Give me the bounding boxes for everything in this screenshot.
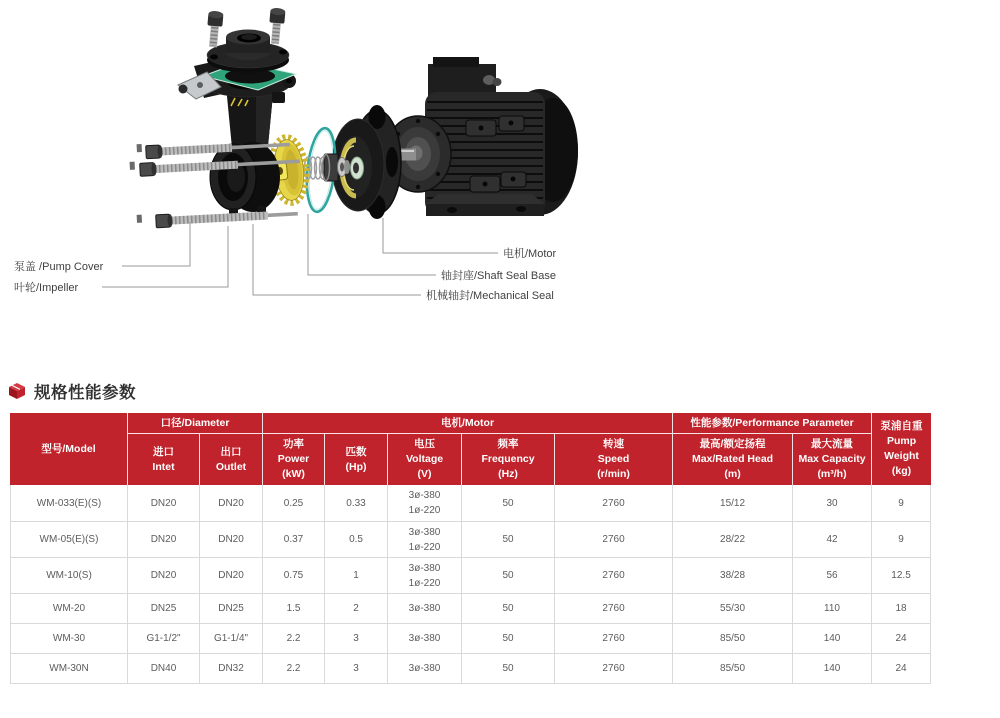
cell-inlet: DN20: [128, 558, 200, 594]
table-row: [10, 485, 931, 522]
cell-voltage: 3ø-380: [388, 624, 462, 654]
header-diameter-group: 口径/Diameter: [128, 413, 263, 434]
cell-head: 85/50: [673, 654, 793, 684]
header-motor-group: 电机/Motor: [263, 413, 673, 434]
label-mechanical-seal: 机械轴封/Mechanical Seal: [426, 290, 554, 302]
cell-power: 1.5: [263, 594, 325, 624]
label-motor: 电机/Motor: [503, 248, 557, 260]
cell-voltage: 3ø-380 1ø-220: [388, 485, 462, 522]
leader-impeller: [102, 226, 228, 287]
cell-outlet: G1-1/4": [200, 624, 263, 654]
spec-table: [10, 413, 931, 684]
cell-capacity: 140: [793, 654, 872, 684]
cell-voltage: 3ø-380 1ø-220: [388, 558, 462, 594]
cell-head: 55/30: [673, 594, 793, 624]
section-title: 规格性能参数: [34, 384, 136, 402]
cell-hp: 3: [325, 654, 388, 684]
cell-capacity: 56: [793, 558, 872, 594]
cell-capacity: 110: [793, 594, 872, 624]
header-voltage: 电压 Voltage (V): [388, 434, 462, 485]
label-impeller: 叶轮/Impeller: [14, 282, 79, 294]
header-hp: 匹数 (Hp): [325, 434, 388, 485]
cell-power: 0.25: [263, 485, 325, 522]
leader-motor: [383, 218, 498, 253]
cell-capacity: 30: [793, 485, 872, 522]
cell-model: WM-033(E)(S): [10, 485, 128, 522]
cell-speed: 2760: [555, 485, 673, 522]
cell-speed: 2760: [555, 594, 673, 624]
cell-frequency: 50: [462, 485, 555, 522]
cell-weight: 24: [872, 624, 931, 654]
cell-head: 85/50: [673, 624, 793, 654]
cell-inlet: DN20: [128, 485, 200, 522]
cell-model: WM-30N: [10, 654, 128, 684]
cell-speed: 2760: [555, 558, 673, 594]
cell-power: 2.2: [263, 654, 325, 684]
cell-head: 38/28: [673, 558, 793, 594]
cell-power: 0.75: [263, 558, 325, 594]
cell-capacity: 42: [793, 522, 872, 558]
cell-frequency: 50: [462, 624, 555, 654]
cell-weight: 24: [872, 654, 931, 684]
cell-power: 0.37: [263, 522, 325, 558]
cell-frequency: 50: [462, 558, 555, 594]
cell-outlet: DN32: [200, 654, 263, 684]
section-header: [8, 379, 136, 403]
cell-model: WM-10(S): [10, 558, 128, 594]
cell-inlet: DN20: [128, 522, 200, 558]
cell-weight: 9: [872, 485, 931, 522]
cell-outlet: DN20: [200, 558, 263, 594]
cell-hp: 1: [325, 558, 388, 594]
cell-weight: 12.5: [872, 558, 931, 594]
header-outlet: 出口 Outlet: [200, 434, 263, 485]
cell-model: WM-05(E)(S): [10, 522, 128, 558]
leader-pump-cover: [122, 222, 190, 266]
table-row: [10, 654, 931, 684]
cell-capacity: 140: [793, 624, 872, 654]
cell-frequency: 50: [462, 522, 555, 558]
cell-hp: 3: [325, 624, 388, 654]
header-power: 功率 Power (kW): [263, 434, 325, 485]
table-row: [10, 594, 931, 624]
pump-exploded-diagram: [0, 0, 1000, 330]
header-model: 型号/Model: [10, 413, 128, 485]
cell-inlet: G1-1/2": [128, 624, 200, 654]
leader-shaft-seal-base: [308, 214, 436, 275]
cell-head: 15/12: [673, 485, 793, 522]
cell-model: WM-20: [10, 594, 128, 624]
header-speed: 转速 Speed (r/min): [555, 434, 673, 485]
cell-head: 28/22: [673, 522, 793, 558]
header-pump-weight: 泵浦自重 Pump Weight (kg): [872, 413, 931, 485]
header-performance-group: 性能参数/Performance Parameter: [673, 413, 872, 434]
label-shaft-seal-base: 轴封座/Shaft Seal Base: [441, 270, 556, 282]
header-inlet: 进口 Intet: [128, 434, 200, 485]
cell-inlet: DN25: [128, 594, 200, 624]
cell-speed: 2760: [555, 522, 673, 558]
table-row: [10, 624, 931, 654]
label-pump-cover: 泵盖 /Pump Cover: [14, 261, 104, 273]
cell-power: 2.2: [263, 624, 325, 654]
cell-voltage: 3ø-380: [388, 594, 462, 624]
cell-frequency: 50: [462, 594, 555, 624]
table-row: [10, 558, 931, 594]
cell-inlet: DN40: [128, 654, 200, 684]
cell-voltage: 3ø-380 1ø-220: [388, 522, 462, 558]
cube-icon: [8, 382, 26, 400]
cell-speed: 2760: [555, 654, 673, 684]
cell-weight: 9: [872, 522, 931, 558]
cell-hp: 0.5: [325, 522, 388, 558]
cell-weight: 18: [872, 594, 931, 624]
header-group-row: [10, 413, 931, 434]
cell-voltage: 3ø-380: [388, 654, 462, 684]
header-capacity: 最大流量 Max Capacity (m³/h): [793, 434, 872, 485]
header-sub-row: [10, 434, 931, 485]
header-head: 最高/额定扬程 Max/Rated Head (m): [673, 434, 793, 485]
cell-hp: 2: [325, 594, 388, 624]
leader-mechanical-seal: [253, 224, 421, 295]
cell-outlet: DN20: [200, 522, 263, 558]
cell-hp: 0.33: [325, 485, 388, 522]
cell-model: WM-30: [10, 624, 128, 654]
cell-speed: 2760: [555, 624, 673, 654]
table-row: [10, 522, 931, 558]
header-frequency: 频率 Frequency (Hz): [462, 434, 555, 485]
cell-outlet: DN25: [200, 594, 263, 624]
cell-outlet: DN20: [200, 485, 263, 522]
cell-frequency: 50: [462, 654, 555, 684]
